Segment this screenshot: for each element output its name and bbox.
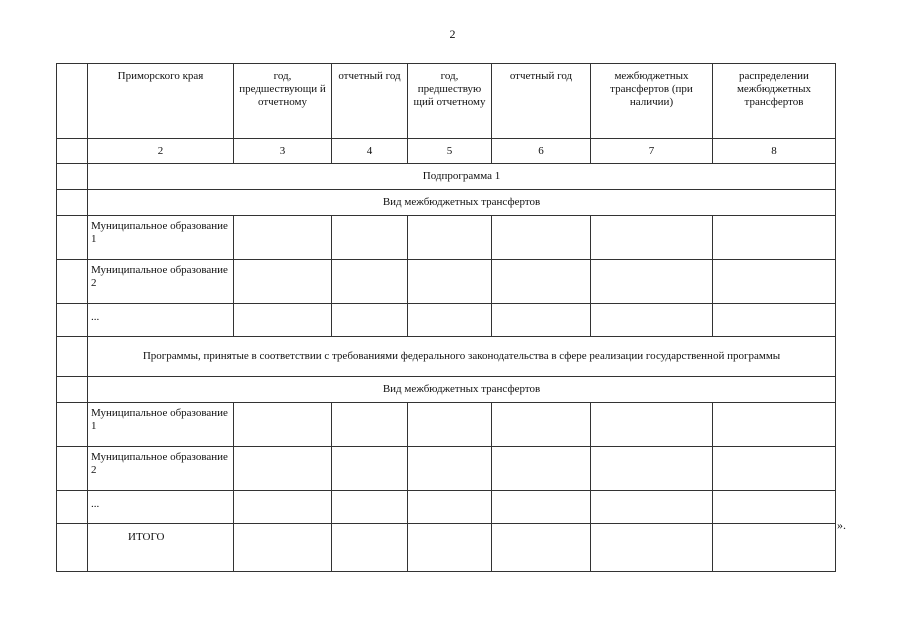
total-row <box>57 524 836 572</box>
municipality-name: Муниципальное образование 2 <box>88 260 234 304</box>
table-cell <box>332 304 408 337</box>
table-cell <box>713 447 836 491</box>
header-cell-6: отчетный год <box>492 64 591 139</box>
ellipsis-cell: ... <box>88 304 234 337</box>
municipality-name: Муниципальное образование 1 <box>88 403 234 447</box>
index-cell <box>57 447 88 491</box>
header-cell-4: отчетный год <box>332 64 408 139</box>
index-cell <box>57 337 88 377</box>
column-number-2: 2 <box>88 139 234 164</box>
header-cell-2: Приморского края <box>88 64 234 139</box>
header-cell-7: межбюджетных трансфертов (при наличии) <box>591 64 713 139</box>
table-cell <box>713 524 836 572</box>
table-cell <box>713 304 836 337</box>
table-cell <box>408 216 492 260</box>
closing-quote-mark: ». <box>837 518 846 532</box>
header-cell-8: распределении межбюджетных трансфертов <box>713 64 836 139</box>
transfer-type-row <box>57 190 836 216</box>
table-cell <box>332 491 408 524</box>
table-cell <box>234 403 332 447</box>
total-label: ИТОГО <box>88 524 234 572</box>
table-cell <box>234 524 332 572</box>
index-cell <box>57 377 88 403</box>
table-cell <box>332 260 408 304</box>
table-cell <box>492 403 591 447</box>
table-cell <box>234 491 332 524</box>
section-title: Программы, принятые в соответствии с требованиями федерального законодательства в сфере реализации государственной программы <box>88 337 836 377</box>
index-cell <box>57 260 88 304</box>
table-cell <box>591 260 713 304</box>
column-number-row <box>57 139 836 164</box>
section-title: Подпрограмма 1 <box>88 164 836 190</box>
table-cell <box>713 216 836 260</box>
header-row <box>57 64 836 139</box>
table-cell <box>591 216 713 260</box>
table-cell <box>408 304 492 337</box>
table-cell <box>234 447 332 491</box>
column-number-6: 6 <box>492 139 591 164</box>
table-cell <box>332 447 408 491</box>
page-number: 2 <box>449 27 456 41</box>
transfer-type-label: Вид межбюджетных трансфертов <box>88 377 836 403</box>
table-cell <box>332 524 408 572</box>
index-cell <box>57 524 88 572</box>
table-cell <box>591 491 713 524</box>
transfer-type-row <box>57 377 836 403</box>
header-cell-3: год, предшествующи й отчетному <box>234 64 332 139</box>
table-cell <box>591 304 713 337</box>
index-cell <box>57 304 88 337</box>
index-cell <box>57 403 88 447</box>
transfer-type-label: Вид межбюджетных трансфертов <box>88 190 836 216</box>
column-number-8: 8 <box>713 139 836 164</box>
table-cell <box>408 403 492 447</box>
section-row <box>57 164 836 190</box>
table-cell <box>591 524 713 572</box>
table-row <box>57 260 836 304</box>
table-cell <box>234 304 332 337</box>
table-cell <box>492 260 591 304</box>
transfers-table <box>56 63 836 572</box>
table-cell <box>332 216 408 260</box>
table-cell <box>408 260 492 304</box>
column-number-7: 7 <box>591 139 713 164</box>
column-number-3: 3 <box>234 139 332 164</box>
table-cell <box>408 524 492 572</box>
table-cell <box>408 491 492 524</box>
column-number-1 <box>57 139 88 164</box>
table-cell <box>713 491 836 524</box>
table-row <box>57 447 836 491</box>
table-row <box>57 491 836 524</box>
table-cell <box>234 260 332 304</box>
table-cell <box>591 447 713 491</box>
table-cell <box>492 491 591 524</box>
header-cell-5: год, предшествую щий отчетному <box>408 64 492 139</box>
column-number-5: 5 <box>408 139 492 164</box>
header-cell-1 <box>57 64 88 139</box>
index-cell <box>57 164 88 190</box>
table-cell <box>713 260 836 304</box>
table-row <box>57 304 836 337</box>
table-cell <box>408 447 492 491</box>
index-cell <box>57 216 88 260</box>
index-cell <box>57 190 88 216</box>
municipality-name: Муниципальное образование 2 <box>88 447 234 491</box>
ellipsis-cell: ... <box>88 491 234 524</box>
table-row <box>57 403 836 447</box>
table-cell <box>492 304 591 337</box>
column-number-4: 4 <box>332 139 408 164</box>
table-cell <box>332 403 408 447</box>
table-cell <box>492 447 591 491</box>
table-row <box>57 216 836 260</box>
index-cell <box>57 491 88 524</box>
table-cell <box>492 216 591 260</box>
table-cell <box>713 403 836 447</box>
section-row <box>57 337 836 377</box>
table-cell <box>492 524 591 572</box>
table-cell <box>591 403 713 447</box>
table-cell <box>234 216 332 260</box>
municipality-name: Муниципальное образование 1 <box>88 216 234 260</box>
